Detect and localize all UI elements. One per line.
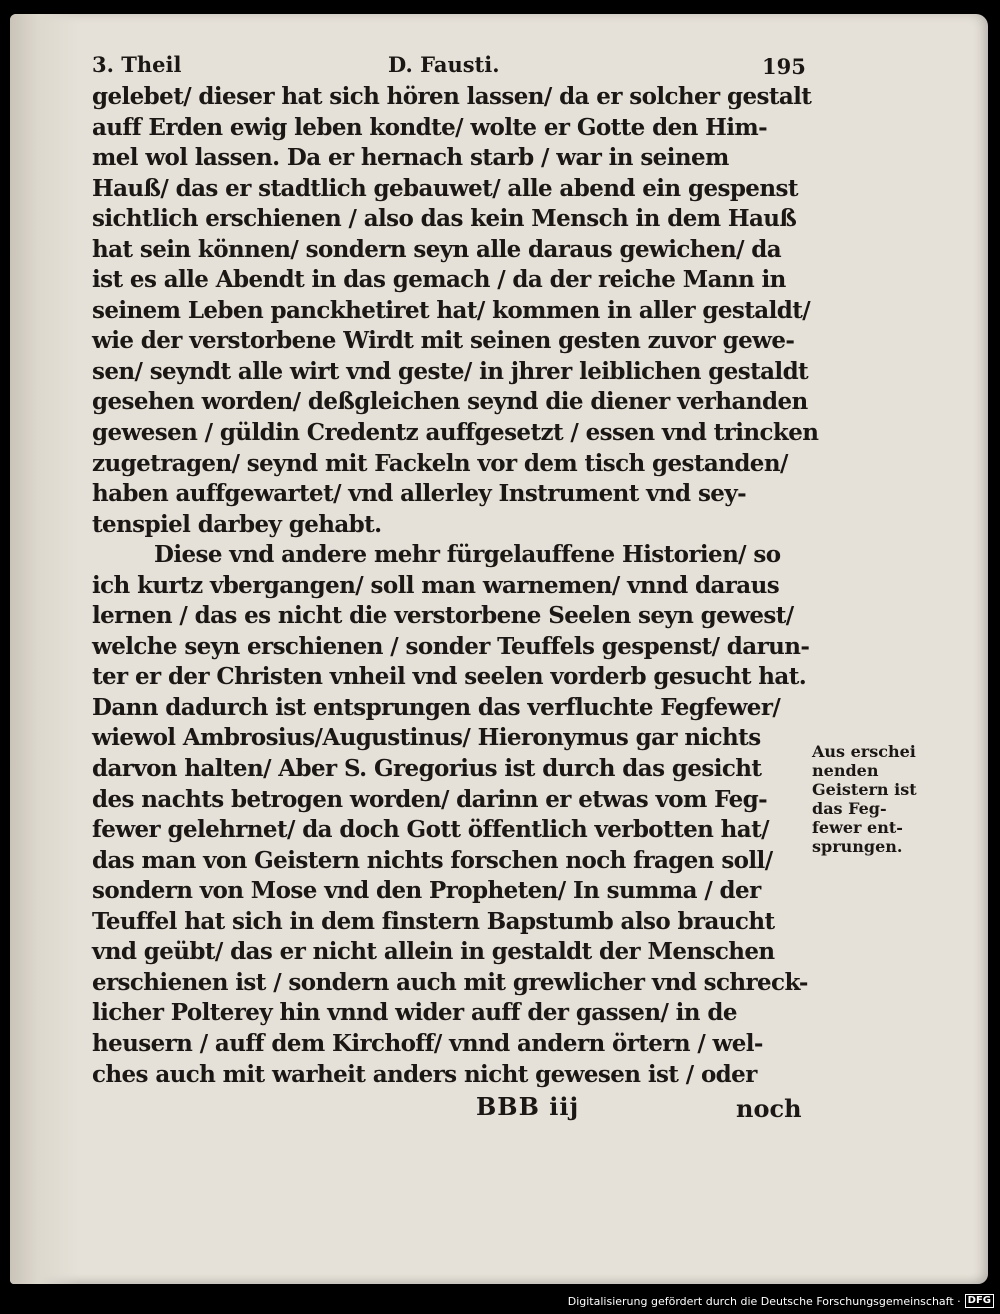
text-line: darvon halten/ Aber S. Gregorius ist durch das gesicht bbox=[92, 755, 762, 783]
text-line: ich kurtz vbergangen/ soll man warnemen/ vnnd daraus bbox=[92, 571, 780, 599]
text-line: ches auch mit warheit anders nicht gewesen ist / oder bbox=[92, 1060, 757, 1088]
text-line: haben auffgewartet/ vnd allerley Instrument vnd sey- bbox=[92, 480, 747, 508]
text-line: wiewol Ambrosius/Augustinus/ Hieronymus gar nichts bbox=[92, 724, 761, 752]
marginal-note bbox=[812, 742, 922, 856]
text-line: sen/ seyndt alle wirt vnd geste/ in jhrer leiblichen gestaldt bbox=[92, 357, 809, 385]
text-line: gewesen / güldin Credentz auffgesetzt / essen vnd trincken bbox=[92, 419, 819, 447]
header-title: D. Fausti. bbox=[388, 52, 500, 77]
text-line: ter er der Christen vnheil vnd seelen vorderb gesucht hat. bbox=[92, 663, 807, 691]
marginal-note-line: Geistern ist bbox=[812, 780, 917, 799]
text-line: lernen / das es nicht die verstorbene Seelen seyn gewest/ bbox=[92, 602, 794, 630]
digitization-credit bbox=[568, 1294, 994, 1308]
text-line: fewer gelehrnet/ da doch Gott öffentlich verbotten hat/ bbox=[92, 816, 769, 844]
text-line: zugetragen/ seynd mit Fackeln vor dem tisch gestanden/ bbox=[92, 449, 788, 477]
text-line: sichtlich erschienen / also das kein Mensch in dem Hauß bbox=[92, 205, 797, 233]
page-text-block bbox=[92, 52, 819, 1126]
text-line: das man von Geistern nichts forschen noch fragen soll/ bbox=[92, 846, 773, 874]
text-line: vnd geübt/ das er nicht allein in gestaldt der Menschen bbox=[92, 938, 775, 966]
text-line: tenspiel darbey gehabt. bbox=[92, 510, 382, 538]
text-line: gelebet/ dieser hat sich hören lassen/ da er solcher gestalt bbox=[92, 83, 812, 110]
signature-mark: BBB iij bbox=[476, 1092, 580, 1122]
header-part-label: 3. Theil bbox=[92, 52, 182, 77]
credit-text: Digitalisierung gefördert durch die Deutsche Forschungsgemeinschaft · bbox=[567, 1294, 961, 1308]
page-footer-line bbox=[92, 1090, 812, 1126]
text-line: gesehen worden/ deßgleichen seynd die diener verhanden bbox=[92, 388, 808, 416]
text-line: auff Erden ewig leben kondte/ wolte er Gotte den Him- bbox=[92, 113, 768, 141]
text-line: licher Polterey hin vnnd wider auff der gassen/ in de bbox=[92, 999, 737, 1027]
marginal-note-line: das Feg- bbox=[812, 799, 887, 818]
text-line: erschienen ist / sondern auch mit grewlicher vnd schreck- bbox=[92, 968, 808, 996]
text-line: hat sein können/ sondern seyn alle daraus gewichen/ da bbox=[92, 235, 782, 263]
page-binding-shadow bbox=[10, 14, 80, 1284]
text-line: Diese vnd andere mehr fürgelauffene Historien/ so bbox=[154, 541, 781, 569]
marginal-note-line: nenden bbox=[812, 761, 879, 780]
text-line: sondern von Mose vnd den Propheten/ In summa / der bbox=[92, 877, 761, 905]
text-line: Dann dadurch ist entsprungen das verfluchte Fegfewer/ bbox=[92, 693, 781, 721]
body-text bbox=[92, 82, 819, 1090]
text-line: wie der verstorbene Wirdt mit seinen gesten zuvor gewe- bbox=[92, 327, 795, 355]
running-header bbox=[92, 52, 812, 82]
marginal-note-line: sprungen. bbox=[812, 837, 903, 856]
text-line: ist es alle Abendt in das gemach / da der reiche Mann in bbox=[92, 266, 786, 294]
text-line: welche seyn erschienen / sonder Teuffels gespenst/ darun- bbox=[92, 632, 810, 660]
text-line: seinem Leben panckhetiret hat/ kommen in aller gestaldt/ bbox=[92, 296, 811, 324]
text-line: mel wol lassen. Da er hernach starb / war in seinem bbox=[92, 144, 729, 172]
text-line: Teuffel hat sich in dem finstern Bapstumb also braucht bbox=[92, 907, 775, 935]
text-line: Hauß/ das er stadtlich gebauwet/ alle abend ein gespenst bbox=[92, 174, 798, 202]
dfg-logo: DFG bbox=[965, 1294, 994, 1308]
page-number: 195 bbox=[762, 54, 806, 79]
marginal-note-line: fewer ent- bbox=[812, 818, 903, 837]
text-line: des nachts betrogen worden/ darinn er etwas vom Feg- bbox=[92, 785, 768, 813]
catchword: noch bbox=[736, 1094, 802, 1124]
text-line: heusern / auff dem Kirchoff/ vnnd andern örtern / wel- bbox=[92, 1029, 763, 1057]
marginal-note-line: Aus erschei bbox=[812, 742, 916, 761]
